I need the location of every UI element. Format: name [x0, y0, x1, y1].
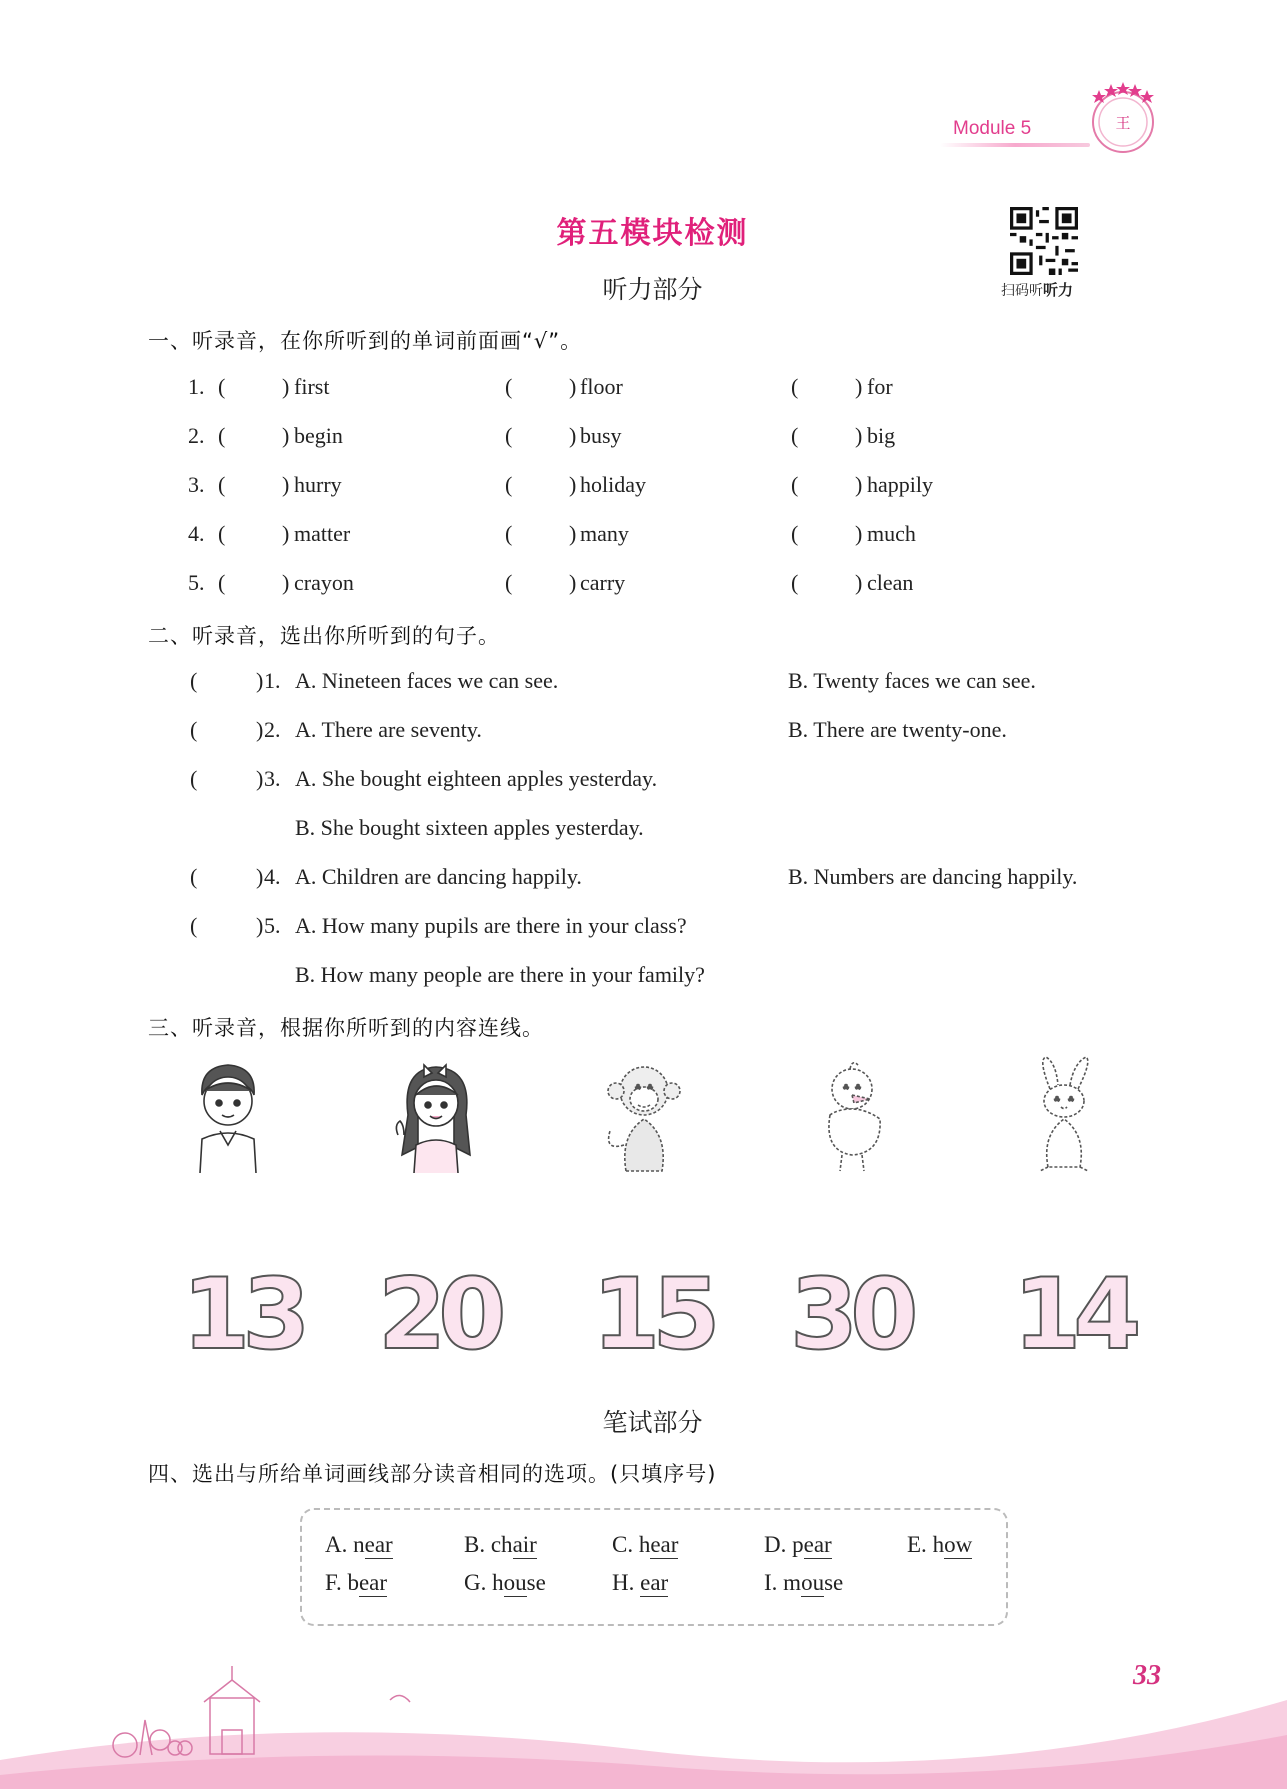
girl-icon[interactable]	[388, 1055, 484, 1173]
answer-blank[interactable]: (	[218, 521, 226, 546]
word-option: much	[867, 521, 916, 546]
number-13[interactable]: 13	[182, 1258, 303, 1372]
answer-blank[interactable]: (	[190, 668, 198, 693]
question-number: 4.	[188, 521, 205, 546]
page-title: 第五模块检测	[556, 216, 749, 251]
word-option: carry	[580, 570, 626, 595]
option-a: A. She bought eighteen apples yesterday.	[295, 766, 658, 791]
option-a: A. Nineteen faces we can see.	[295, 668, 559, 693]
question-number: 2.	[188, 423, 205, 448]
duck-icon[interactable]	[806, 1055, 902, 1173]
question-number: 5.	[188, 570, 205, 595]
boy-icon[interactable]	[180, 1055, 276, 1173]
word-option: for	[867, 374, 893, 399]
answer-blank[interactable]: (	[190, 766, 198, 791]
answer-blank[interactable]: (	[791, 472, 799, 497]
option-b: B. There are twenty-one.	[788, 717, 1007, 742]
answer-blank[interactable]: (	[218, 374, 226, 399]
page-number: 33	[1133, 1660, 1161, 1691]
choice-i: I. mouse	[764, 1570, 844, 1595]
choice-f: F. bear	[325, 1570, 388, 1595]
part1-instruction: 一、听录音，在你所听到的单词前面画“√”。	[148, 329, 583, 353]
word-option: floor	[580, 374, 623, 399]
choice-d: D. pear	[764, 1532, 832, 1557]
brand-logo-icon	[1083, 78, 1161, 156]
word-option: begin	[294, 423, 343, 448]
written-label: 笔试部分	[602, 1408, 703, 1437]
word-option: clean	[867, 570, 914, 595]
choice-e: E. how	[907, 1532, 973, 1557]
number-15[interactable]: 15	[592, 1258, 713, 1372]
choice-h: H. ear	[612, 1570, 669, 1595]
option-a: A. There are seventy.	[295, 717, 482, 742]
word-option: holiday	[580, 472, 646, 497]
option-b: B. Twenty faces we can see.	[788, 668, 1036, 693]
option-a: A. How many pupils are there in your class?	[295, 913, 687, 938]
number-14[interactable]: 14	[1013, 1258, 1134, 1372]
option-a: A. Children are dancing happily.	[295, 864, 582, 889]
answer-blank[interactable]: (	[190, 913, 198, 938]
qr-code-icon[interactable]	[1010, 207, 1078, 275]
answer-blank[interactable]: (	[505, 521, 513, 546]
answer-blank[interactable]: (	[791, 423, 799, 448]
number-20[interactable]: 20	[378, 1258, 499, 1372]
listening-label: 听力部分	[602, 275, 703, 304]
answer-blank[interactable]: (	[791, 521, 799, 546]
choice-c: C. hear	[612, 1532, 679, 1557]
rabbit-icon[interactable]	[1016, 1055, 1112, 1173]
module-underline	[940, 143, 1090, 147]
options-box	[300, 1508, 1008, 1626]
choice-a: A. near	[325, 1532, 393, 1557]
choice-b: B. chair	[464, 1532, 537, 1557]
question-number: 1.	[188, 374, 205, 399]
svg-text:王: 王	[1115, 114, 1131, 132]
word-option: big	[867, 423, 896, 448]
answer-blank[interactable]: (	[505, 472, 513, 497]
choice-g: G. house	[464, 1570, 546, 1595]
word-option: hurry	[294, 472, 342, 497]
word-option: happily	[867, 472, 933, 497]
answer-blank[interactable]: (	[190, 864, 198, 889]
part4-instruction: 四、选出与所给单词画线部分读音相同的选项。(只填序号)	[148, 1462, 717, 1486]
word-option: matter	[294, 521, 351, 546]
answer-blank[interactable]: (	[505, 374, 513, 399]
number-30[interactable]: 30	[790, 1258, 911, 1372]
part3-instruction: 三、听录音，根据你所听到的内容连线。	[148, 1016, 544, 1040]
question-number: 3.	[188, 472, 205, 497]
answer-blank[interactable]: (	[218, 570, 226, 595]
option-b: B. How many people are there in your family?	[295, 962, 705, 987]
answer-blank[interactable]: (	[505, 570, 513, 595]
answer-blank[interactable]: (	[218, 423, 226, 448]
word-option: busy	[580, 423, 622, 448]
qr-caption: 扫码听听力	[1001, 281, 1074, 299]
option-b: B. Numbers are dancing happily.	[788, 864, 1078, 889]
answer-blank[interactable]: (	[505, 423, 513, 448]
footer-decoration	[0, 1640, 1287, 1789]
part2-instruction: 二、听录音，选出你所听到的句子。	[148, 624, 500, 648]
monkey-icon[interactable]	[596, 1055, 692, 1173]
option-b: B. She bought sixteen apples yesterday.	[295, 815, 644, 840]
answer-blank[interactable]: (	[218, 472, 226, 497]
word-option: many	[580, 521, 629, 546]
module-label: Module 5	[953, 118, 1032, 139]
answer-blank[interactable]: (	[791, 374, 799, 399]
answer-blank[interactable]: (	[791, 570, 799, 595]
word-option: crayon	[294, 570, 354, 595]
word-option: first	[294, 374, 330, 399]
answer-blank[interactable]: (	[190, 717, 198, 742]
